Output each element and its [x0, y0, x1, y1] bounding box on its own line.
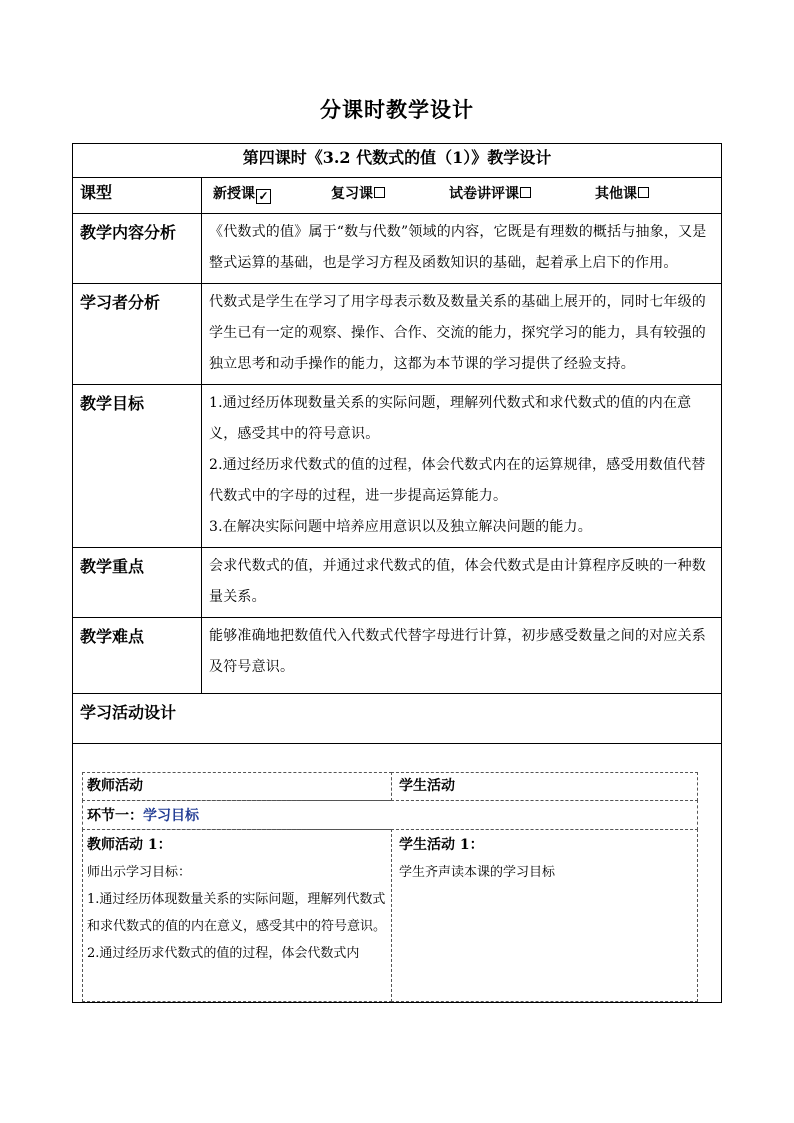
checked-checkbox-icon[interactable]: ✓: [256, 189, 271, 204]
student-activity-cell: [391, 829, 698, 1002]
activity-design-label: 学习活动设计: [73, 694, 722, 744]
content-analysis-text: 《代数式的值》属于“数与代数”领域的内容，它既是有理数的概括与抽象，又是整式运算的基础，也是学习方程及函数知识的基础，起着承上启下的作用。: [202, 214, 722, 284]
activity-design-area: [73, 744, 722, 1003]
objectives-label: 教学目标: [73, 385, 202, 548]
stage-title: 环节一：学习目标: [87, 808, 199, 824]
teacher-activity-text: 师出示学习目标： 1.通过经历体现数量关系的实际问题，理解列代数式和求代数式的值的内在意义，感受其中的符号意识。 2.通过经历求代数式的值的过程，体会代数式内: [87, 865, 387, 961]
lesson-type-options: [202, 178, 722, 214]
objective-item: 3.在解决实际问题中培养应用意识以及独立解决问题的能力。: [209, 519, 592, 535]
difficulties-text: 能够准确地把数值代入代数式代替字母进行计算，初步感受数量之间的对应关系及符号意识。: [202, 618, 722, 694]
page-title: 分课时教学设计: [320, 97, 474, 122]
lesson-type-label: 课型: [73, 178, 202, 214]
lesson-plan-table: [72, 143, 722, 1003]
unchecked-checkbox-icon[interactable]: [520, 187, 531, 198]
option-other-lesson[interactable]: 其他课: [595, 178, 649, 211]
objectives-list: [202, 385, 722, 548]
student-activity-text: 学生齐声读本课的学习目标: [399, 865, 556, 880]
unchecked-checkbox-icon[interactable]: [638, 187, 649, 198]
difficulties-label: 教学难点: [73, 618, 202, 694]
unchecked-checkbox-icon[interactable]: [374, 187, 385, 198]
option-new-lesson[interactable]: 新授课 ✓: [213, 178, 331, 211]
option-exam-review-lesson[interactable]: 试卷讲评课: [449, 178, 595, 211]
learner-analysis-text: 代数式是学生在学习了用字母表示数及数量关系的基础上展开的，同时七年级的学生已有一定的观察、操作、合作、交流的能力，探究学习的能力，具有较强的独立思考和动手操作的能力，这都为本节课的学习提供了经验支持。: [202, 284, 722, 385]
course-title: 第四课时《3.2 代数式的值（1）》教学设计: [73, 144, 722, 178]
objective-item: 2.通过经历求代数式的值的过程，体会代数式内在的运算规律，感受用数值代替代数式中的字母的过程，进一步提高运算能力。: [209, 457, 706, 504]
objective-item: 1.通过经历体现数量关系的实际问题，理解列代数式和求代数式的值的内在意义，感受其中的符号意识。: [209, 395, 692, 442]
teacher-header: 教师活动: [87, 778, 143, 794]
learner-analysis-label: 学习者分析: [73, 284, 202, 385]
option-review-lesson[interactable]: 复习课: [331, 178, 449, 211]
activity-table: [82, 772, 698, 1002]
content-analysis-label: 教学内容分析: [73, 214, 202, 284]
student-activity-title: 学生活动 1：: [399, 837, 484, 853]
key-points-label: 教学重点: [73, 548, 202, 618]
teacher-activity-title: 教师活动 1：: [87, 837, 172, 853]
key-points-text: 会求代数式的值，并通过求代数式的值，体会代数式是由计算程序反映的一种数量关系。: [202, 548, 722, 618]
student-header: 学生活动: [399, 778, 455, 794]
